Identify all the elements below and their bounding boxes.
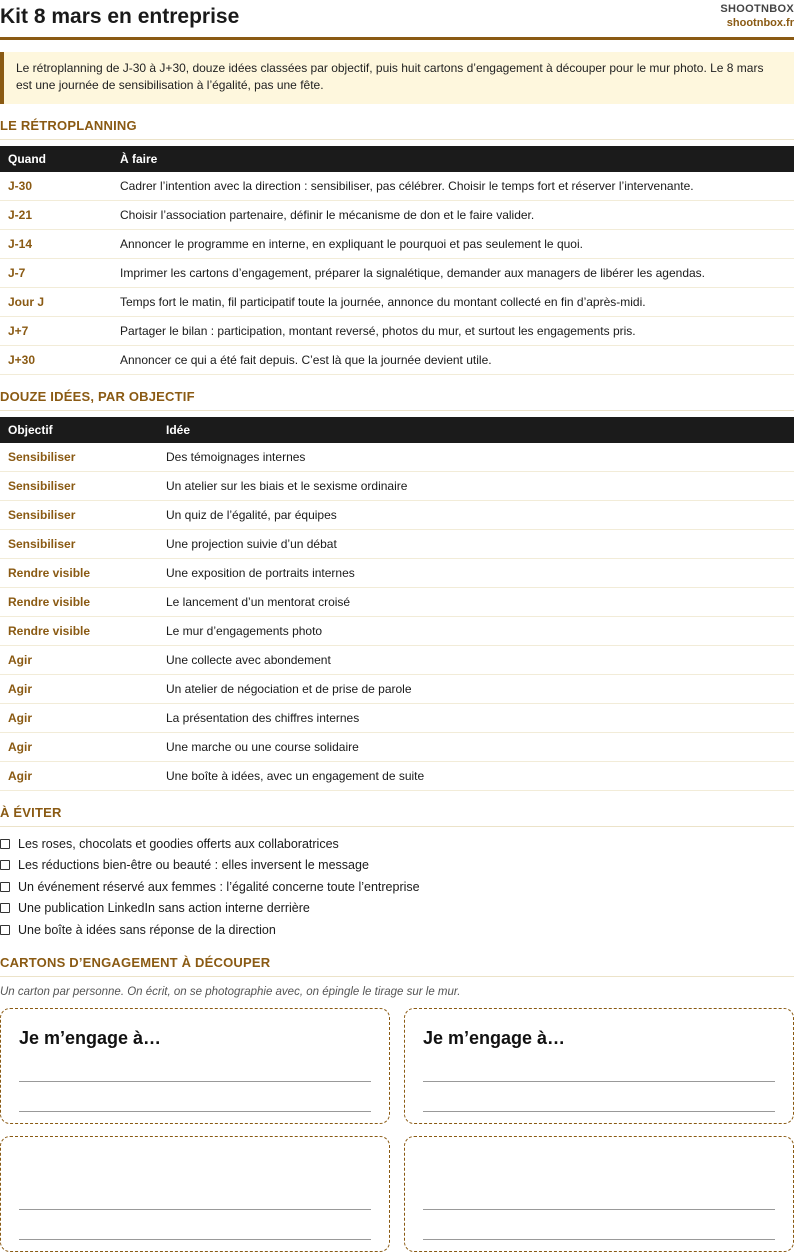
- list-item: [0, 876, 794, 898]
- avoid-list: [0, 833, 794, 941]
- ideas-heading: DOUZE IDÉES, PAR OBJECTIF: [0, 389, 794, 411]
- engagement-card-title: Je m’engage à…: [19, 1027, 162, 1048]
- writing-line: [19, 1111, 371, 1112]
- idea-goal-cell: Agir: [0, 762, 158, 791]
- ideas-body: [0, 443, 794, 791]
- retro-todo-cell: Choisir l’association partenaire, définir le mécanisme de don et le faire valider.: [112, 201, 794, 230]
- cards-grid: [0, 1008, 794, 1252]
- retro-when-cell: J-14: [0, 230, 112, 259]
- table-row: [0, 762, 794, 791]
- avoid-item-label: Les réductions bien-être ou beauté : elles inversent le message: [18, 858, 369, 873]
- idea-text-cell: La présentation des chiffres internes: [158, 704, 794, 733]
- avoid-item-label: Une boîte à idées sans réponse de la direction: [18, 922, 276, 937]
- idea-goal-cell: Agir: [0, 704, 158, 733]
- retro-when-cell: J-21: [0, 201, 112, 230]
- retro-todo-cell: Annoncer le programme en interne, en expliquant le pourquoi et pas seulement le quoi.: [112, 230, 794, 259]
- retro-when-cell: J+30: [0, 346, 112, 375]
- idea-goal-cell: Sensibiliser: [0, 443, 158, 472]
- idea-text-cell: Une boîte à idées, avec un engagement de suite: [158, 762, 794, 791]
- table-row: [0, 501, 794, 530]
- checkbox-icon[interactable]: [0, 903, 10, 913]
- idea-text-cell: Un atelier sur les biais et le sexisme ordinaire: [158, 472, 794, 501]
- retro-header-row: [0, 146, 794, 172]
- table-row: [0, 472, 794, 501]
- retro-table: [0, 146, 794, 375]
- writing-line: [19, 1081, 371, 1082]
- engagement-card: [404, 1136, 794, 1252]
- idea-text-cell: Des témoignages internes: [158, 443, 794, 472]
- idea-goal-cell: Sensibiliser: [0, 501, 158, 530]
- retro-when-cell: J+7: [0, 317, 112, 346]
- retro-col-todo: À faire: [112, 146, 794, 172]
- brand-name: SHOOTNBOX: [720, 3, 794, 15]
- writing-line: [423, 1111, 775, 1112]
- idea-text-cell: Le mur d’engagements photo: [158, 617, 794, 646]
- avoid-item-label: Les roses, chocolats et goodies offerts aux collaboratrices: [18, 836, 339, 851]
- retro-body: [0, 172, 794, 375]
- retro-todo-cell: Cadrer l’intention avec la direction : sensibiliser, pas célébrer. Choisir le temps fort et réserver l’intervenante.: [112, 172, 794, 201]
- table-row: [0, 230, 794, 259]
- idea-text-cell: Une marche ou une course solidaire: [158, 733, 794, 762]
- checkbox-icon[interactable]: [0, 882, 10, 892]
- retro-col-when: Quand: [0, 146, 112, 172]
- table-row: [0, 704, 794, 733]
- idea-goal-cell: Rendre visible: [0, 588, 158, 617]
- table-row: [0, 259, 794, 288]
- retro-todo-cell: Temps fort le matin, fil participatif toute la journée, annonce du montant collecté en fin d’après-midi.: [112, 288, 794, 317]
- engagement-card-title: Je m’engage à…: [423, 1027, 566, 1048]
- writing-line: [423, 1239, 775, 1240]
- list-item: [0, 919, 794, 941]
- ideas-header-row: [0, 417, 794, 443]
- table-row: [0, 588, 794, 617]
- cards-heading: CARTONS D’ENGAGEMENT À DÉCOUPER: [0, 955, 794, 977]
- table-row: [0, 646, 794, 675]
- idea-text-cell: Un quiz de l’égalité, par équipes: [158, 501, 794, 530]
- retro-todo-cell: Partager le bilan : participation, montant reversé, photos du mur, et surtout les engagements pris.: [112, 317, 794, 346]
- idea-text-cell: Le lancement d’un mentorat croisé: [158, 588, 794, 617]
- idea-goal-cell: Rendre visible: [0, 617, 158, 646]
- table-row: [0, 288, 794, 317]
- cards-note: Un carton par personne. On écrit, on se photographie avec, on épingle le tirage sur le mur.: [0, 985, 461, 998]
- retro-todo-cell: Annoncer ce qui a été fait depuis. C’est là que la journée devient utile.: [112, 346, 794, 375]
- engagement-card: [0, 1136, 390, 1252]
- table-row: [0, 172, 794, 201]
- table-row: [0, 675, 794, 704]
- table-row: [0, 617, 794, 646]
- idea-goal-cell: Agir: [0, 733, 158, 762]
- table-row: [0, 346, 794, 375]
- checkbox-icon[interactable]: [0, 839, 10, 849]
- idea-goal-cell: Sensibiliser: [0, 472, 158, 501]
- intro-callout: Le rétroplanning de J-30 à J+30, douze idées classées par objectif, puis huit cartons d’engagement à découper pour le mur photo. Le 8 mars est une journée de sensibilisation à l’égalité, pas une fête.: [0, 52, 794, 104]
- ideas-col-goal: Objectif: [0, 417, 158, 443]
- brand-url[interactable]: shootnbox.fr: [726, 17, 794, 29]
- retro-heading: LE RÉTROPLANNING: [0, 118, 794, 140]
- checkbox-icon[interactable]: [0, 925, 10, 935]
- avoid-heading: À ÉVITER: [0, 805, 794, 827]
- retro-todo-cell: Imprimer les cartons d’engagement, préparer la signalétique, demander aux managers de libérer les agendas.: [112, 259, 794, 288]
- idea-text-cell: Une exposition de portraits internes: [158, 559, 794, 588]
- writing-line: [423, 1209, 775, 1210]
- writing-line: [19, 1209, 371, 1210]
- brand-block: [720, 0, 794, 30]
- table-row: [0, 201, 794, 230]
- idea-goal-cell: Agir: [0, 646, 158, 675]
- writing-line: [423, 1081, 775, 1082]
- page-header: [0, 0, 794, 40]
- list-item: [0, 833, 794, 855]
- retro-when-cell: Jour J: [0, 288, 112, 317]
- retro-when-cell: J-7: [0, 259, 112, 288]
- retro-when-cell: J-30: [0, 172, 112, 201]
- table-row: [0, 530, 794, 559]
- idea-goal-cell: Agir: [0, 675, 158, 704]
- page-title: Kit 8 mars en entreprise: [0, 5, 240, 28]
- idea-goal-cell: Rendre visible: [0, 559, 158, 588]
- engagement-card: [0, 1008, 390, 1124]
- ideas-table: [0, 417, 794, 791]
- list-item: [0, 898, 794, 920]
- engagement-card: [404, 1008, 794, 1124]
- idea-goal-cell: Sensibiliser: [0, 530, 158, 559]
- idea-text-cell: Une collecte avec abondement: [158, 646, 794, 675]
- idea-text-cell: Une projection suivie d’un débat: [158, 530, 794, 559]
- table-row: [0, 443, 794, 472]
- idea-text-cell: Un atelier de négociation et de prise de parole: [158, 675, 794, 704]
- writing-line: [19, 1239, 371, 1240]
- table-row: [0, 733, 794, 762]
- avoid-item-label: Un événement réservé aux femmes : l’égalité concerne toute l’entreprise: [18, 879, 420, 894]
- list-item: [0, 855, 794, 877]
- checkbox-icon[interactable]: [0, 860, 10, 870]
- ideas-col-idea: Idée: [158, 417, 794, 443]
- table-row: [0, 559, 794, 588]
- table-row: [0, 317, 794, 346]
- avoid-item-label: Une publication LinkedIn sans action interne derrière: [18, 901, 310, 916]
